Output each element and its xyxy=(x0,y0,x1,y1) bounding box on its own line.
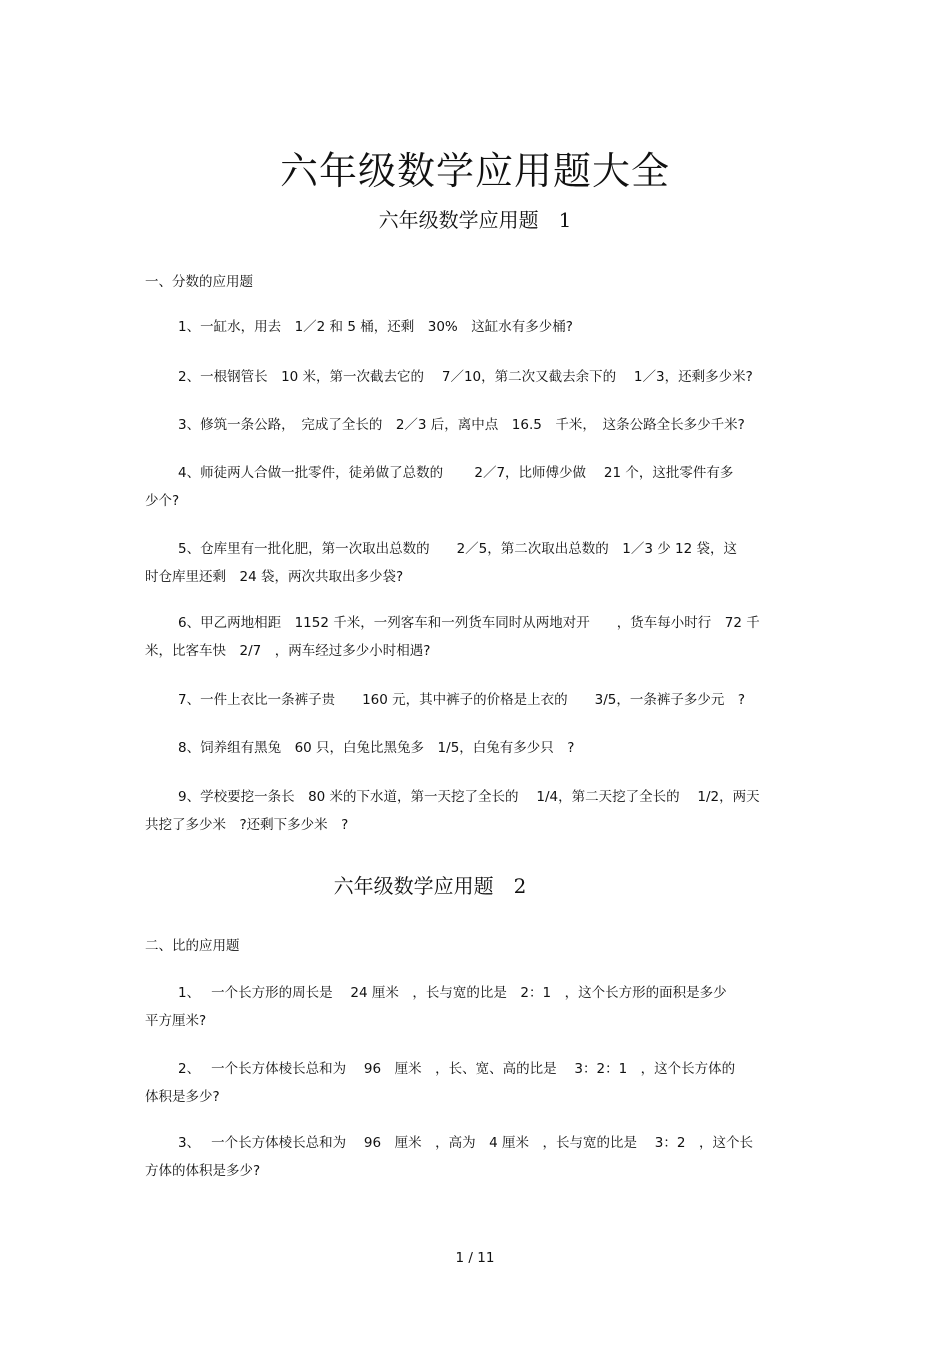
question-line: 5、仓库里有一批化肥，第一次取出总数的 2／5，第二次取出总数的 1／3 少 12 袋，这 xyxy=(178,541,737,557)
question-line: 1、 一个长方形的周长是 24 厘米 ，长与宽的比是 2：1 ，这个长方形的面积是多少 xyxy=(178,985,727,1001)
question-line: 3、修筑一条公路， 完成了全长的 2／3 后，离中点 16.5 千米， 这条公路全长多少千米? xyxy=(178,417,745,433)
question-line-cont: 方体的体积是多少? xyxy=(145,1163,261,1179)
question-5 xyxy=(145,535,805,591)
question-line: 1、一缸水，用去 1／2 和 5 桶，还剩 30% 这缸水有多少桶? xyxy=(178,319,573,335)
question-1 xyxy=(145,313,805,341)
question-8 xyxy=(145,734,805,762)
question-line: 8、饲养组有黑兔 60 只，白兔比黑兔多 1/5，白兔有多少只 ? xyxy=(178,740,575,756)
question-line-cont: 平方厘米? xyxy=(145,1013,207,1029)
page-number: 1 / 11 xyxy=(455,1250,495,1266)
question-line-cont: 时仓库里还剩 24 袋，两次共取出多少袋? xyxy=(145,569,404,585)
question-2 xyxy=(145,363,805,391)
question-line: 6、甲乙两地相距 1152 千米，一列客车和一列货车同时从两地对开 ，货车每小时行 72 千 xyxy=(178,615,760,631)
document-title: 六年级数学应用题大全 xyxy=(279,149,670,193)
ratio-question-1 xyxy=(145,979,805,1035)
question-line-cont: 米，比客车快 2/7 ，两车经过多少小时相遇? xyxy=(145,643,431,659)
question-3 xyxy=(145,411,805,439)
part1-section-label: 一、分数的应用题 xyxy=(145,274,253,290)
question-4 xyxy=(145,459,805,515)
question-line: 7、一件上衣比一条裤子贵 160 元，其中裤子的价格是上衣的 3/5，一条裤子多少元 ? xyxy=(178,692,746,708)
question-line: 2、一根钢管长 10 米，第一次截去它的 7／10，第二次又截去余下的 1／3，还剩多少米? xyxy=(178,369,753,385)
question-line: 9、学校要挖一条长 80 米的下水道，第一天挖了全长的 1/4，第二天挖了全长的 1/2，两天 xyxy=(178,789,760,805)
question-line-cont: 体积是多少? xyxy=(145,1089,220,1105)
question-line: 4、师徒两人合做一批零件，徒弟做了总数的 2／7，比师傅少做 21 个，这批零件有多 xyxy=(178,465,734,481)
question-7 xyxy=(145,686,805,714)
question-line-cont: 少个? xyxy=(145,493,180,509)
question-line: 3、 一个长方体棱长总和为 96 厘米 ，高为 4 厘米 ，长与宽的比是 3：2 ，这个长 xyxy=(178,1135,753,1151)
question-6 xyxy=(145,609,805,665)
part1-heading: 六年级数学应用题 1 xyxy=(378,208,572,232)
part2-section-label: 二、比的应用题 xyxy=(145,938,240,954)
question-line: 2、 一个长方体棱长总和为 96 厘米 ，长、宽、高的比是 3：2：1 ，这个长方体的 xyxy=(178,1061,736,1077)
ratio-question-2 xyxy=(145,1055,805,1111)
question-line-cont: 共挖了多少米 ?还剩下多少米 ? xyxy=(145,817,349,833)
part2-heading: 六年级数学应用题 2 xyxy=(333,874,527,898)
ratio-question-3 xyxy=(145,1129,805,1185)
question-9 xyxy=(145,783,805,839)
